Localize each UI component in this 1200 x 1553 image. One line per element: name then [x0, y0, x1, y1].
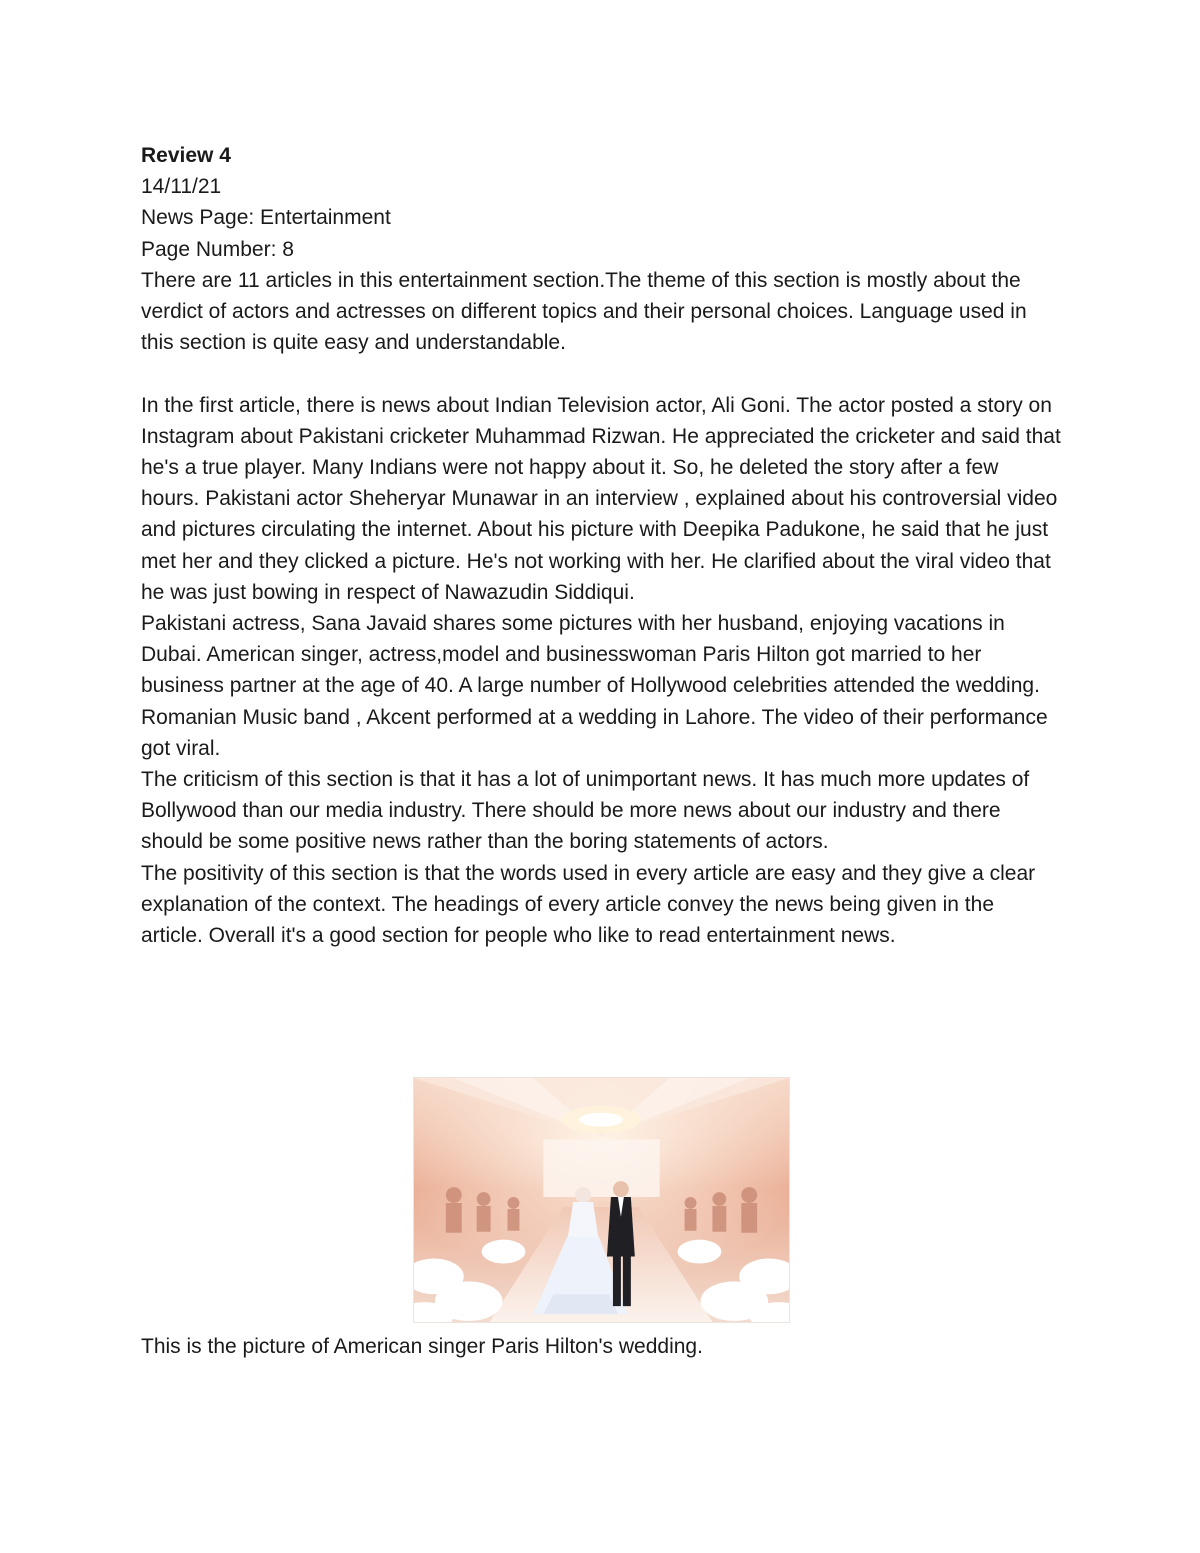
sana-javaid-paragraph: Pakistani actress, Sana Javaid shares some pictures with her husband, enjoying vacations in Dubai. American singer, actress,model and businesswoman Paris Hilton got married to her business partner at the age of 40. A large number of Hollywood celebrities attended the wedding. Romanian Music band , Akcent performed at a wedding in Lahore. The video of their performance got viral.	[141, 612, 1048, 760]
paragraph-spacer	[141, 358, 1061, 389]
document-title: Review 4	[141, 144, 231, 167]
positivity-paragraph: The positivity of this section is that the words used in every article are easy and they give a clear explanation of the context. The headings of every article convey the news being given in the article. Overall it's a good section for people who like to read entertainment news.	[141, 861, 1036, 948]
criticism-paragraph: The criticism of this section is that it has a lot of unimportant news. It has much more updates of Bollywood than our media industry. There should be more news about our industry and there should be some positive news rather than the boring statements of actors.	[141, 768, 1030, 854]
wedding-photo	[413, 1077, 790, 1323]
document-date: 14/11/21	[141, 175, 222, 199]
intro-paragraph: There are 11 articles in this entertainment section.The theme of this section is mostly about the verdict of actors and actresses on different topics and their personal choices. Language used in this section is quite easy and understandable.	[141, 268, 1027, 355]
photo-caption: This is the picture of American singer Paris Hilton's wedding.	[141, 1335, 703, 1358]
document-body	[141, 140, 1061, 951]
page-number-label: Page Number: 8	[141, 237, 294, 261]
news-page-label: News Page: Entertainment	[141, 206, 391, 230]
first-article-paragraph: In the first article, there is news about Indian Television actor, Ali Goni. The actor posted a story on Instagram about Pakistani cricketer Muhammad Rizwan. He appreciated the cricketer and said that he's a true player. Many Indians were not happy about it. So, he deleted the story after a few hours. Pakistani actor Sheheryar Munawar in an interview , explained about his controversial video and pictures circulating the internet. About his picture with Deepika Padukone, he said that he just met her and they clicked a picture. He's not working with her. He clarified about the viral video that he was just bowing in respect of Nawazudin Siddiqui.	[141, 393, 1061, 604]
wedding-photo-illustration	[414, 1078, 789, 1322]
